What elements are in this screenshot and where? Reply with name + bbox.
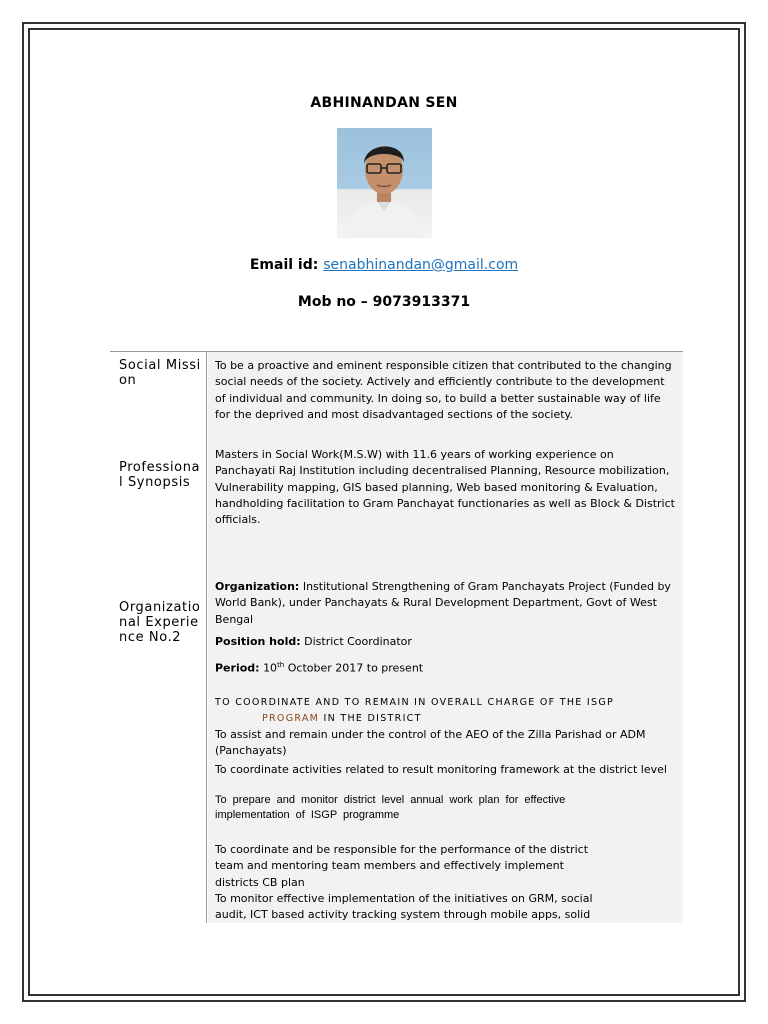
mobile-number: Mob no – 9073913371 — [297, 294, 471, 310]
period-day: 10 — [263, 661, 278, 675]
period-line — [215, 657, 677, 677]
social-mission-label: Social Mission — [119, 358, 201, 388]
professional-synopsis-label: Professional Synopsis — [119, 460, 201, 490]
resume-table — [110, 351, 683, 923]
organization-text: Institutional Strengthening of Gram Panchayats Project (Funded by World Bank), under Panchayats & Rural Development Department, Govt of West Bengal — [215, 580, 671, 626]
period-rest: October 2017 to present — [287, 661, 424, 675]
section-content-column — [208, 352, 683, 923]
organization-label: Organization: — [215, 580, 300, 593]
duty-item: districts CB plan — [215, 875, 305, 889]
duty-item: To monitor effective implementation of the initiatives on GRM, social — [215, 891, 593, 905]
period-label: Period: — [215, 661, 260, 675]
duty-item: team and mentoring team members and effectively implement — [215, 859, 564, 873]
position-text: District Coordinator — [304, 635, 412, 648]
email-label: Email id: — [249, 257, 319, 273]
profile-photo — [337, 128, 432, 238]
period-sup: th — [277, 661, 285, 669]
duties-heading-line2 — [215, 711, 677, 727]
duty-item: audit, ICT based activity tracking system through mobile apps, solid — [215, 908, 591, 922]
social-mission-text: To be a proactive and eminent responsible citizen that contributed to the changing social needs of the society. Actively and efficiently contribute to the development of individual and community. In doing so, to build a better sustainable way of life for the deprived and most disadvantaged sections of the society. — [215, 359, 672, 421]
experience-label: Organizational Experience No.2 — [119, 600, 201, 645]
section-labels-column — [110, 352, 207, 923]
duties-heading — [215, 695, 677, 727]
duty-item: To coordinate activities related to result monitoring framework at the district level — [215, 762, 667, 776]
email-link[interactable]: senabhinandan@gmail.com — [323, 257, 519, 273]
duty-item: To coordinate and be responsible for the performance of the district — [215, 843, 589, 856]
position-label: Position hold: — [215, 635, 301, 648]
duties-list-1 — [215, 727, 677, 778]
organization-line — [215, 579, 677, 628]
position-line — [215, 634, 677, 650]
candidate-name: ABHINANDAN SEN — [310, 95, 458, 111]
duties-list-2 — [215, 842, 677, 923]
duties-heading-line1: TO COORDINATE AND TO REMAIN IN OVERALL CHARGE OF THE ISGP — [215, 697, 615, 708]
email-line — [0, 257, 768, 273]
duties-heading-rest: IN THE DISTRICT — [323, 713, 422, 724]
duty-item: To assist and remain under the control of the AEO of the Zilla Parishad or ADM (Panchayats) — [215, 728, 646, 758]
duties-heading-program: PROGRAM — [262, 713, 320, 724]
duty-item-annual-plan: To prepare and monitor district level annual work plan for effective implementation of ISGP programme — [215, 794, 566, 821]
professional-synopsis-text: Masters in Social Work(M.S.W) with 11.6 years of working experience on Panchayati Raj Institution including decentralised Planning, Resource mobilization, Vulnerability mapping, GIS based planning, Web based monitoring & Evaluation, handholding facilitation to Gram Panchayat functionaries as well as Block & District officials. — [215, 448, 675, 527]
